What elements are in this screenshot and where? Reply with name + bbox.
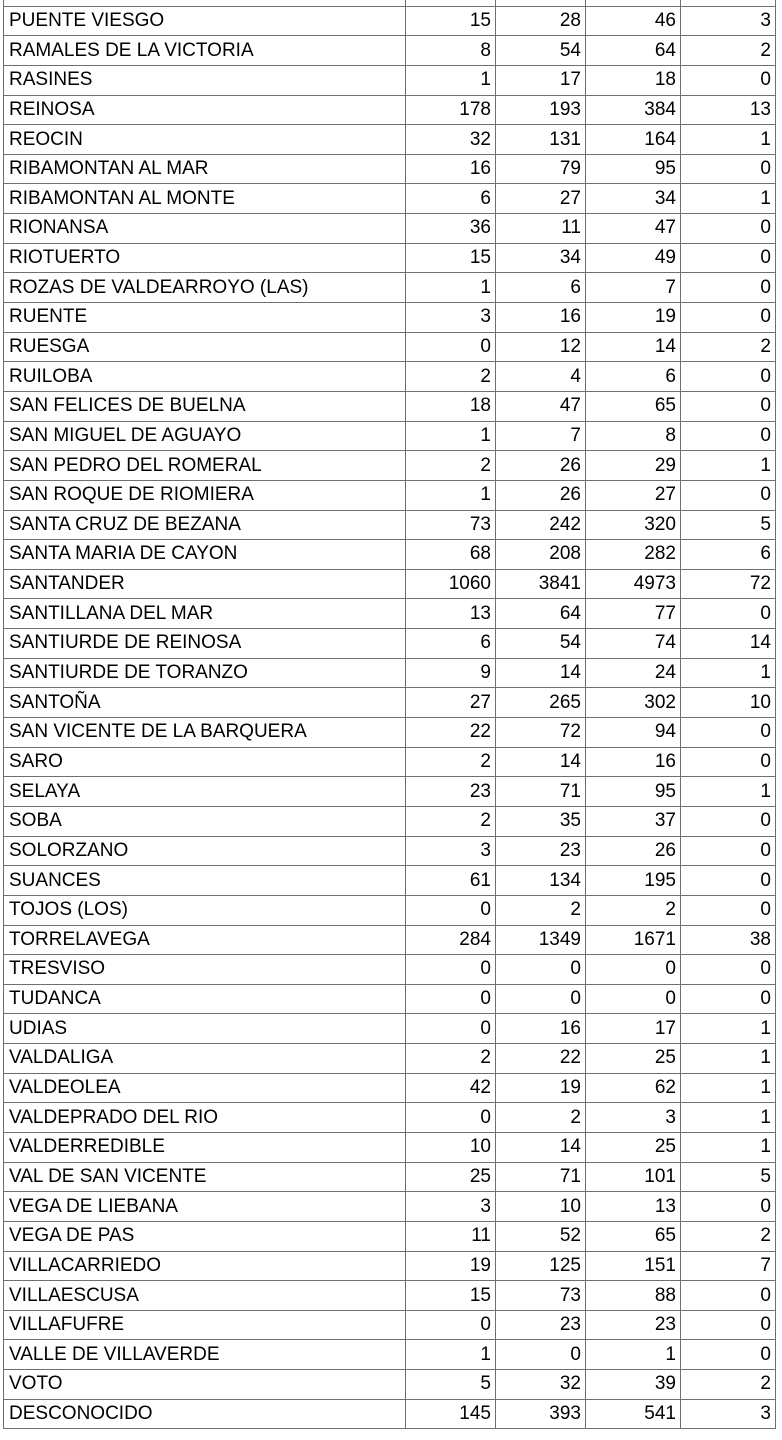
value-cell-col-1[interactable]: 2 <box>406 451 496 481</box>
value-cell-col-2[interactable]: 23 <box>496 1310 586 1340</box>
table-row <box>4 1014 776 1044</box>
table-row <box>4 1073 776 1103</box>
value-cell-col-1[interactable]: 1 <box>406 1340 496 1370</box>
value-cell-col-4[interactable]: 3 <box>681 1399 776 1429</box>
municipality-name-cell[interactable]: DESCONOCIDO <box>4 1399 406 1429</box>
value-cell-col-1[interactable]: 2 <box>406 806 496 836</box>
table-row <box>4 866 776 896</box>
value-cell-col-2[interactable]: 22 <box>496 1044 586 1074</box>
table-row <box>4 125 776 155</box>
value-cell-col-3[interactable]: 1671 <box>586 925 681 955</box>
value-cell-col-3[interactable]: 195 <box>586 866 681 896</box>
value-cell-col-1[interactable]: 23 <box>406 777 496 807</box>
value-cell-col-3[interactable]: 88 <box>586 1281 681 1311</box>
value-cell-col-4[interactable]: 1 <box>681 1132 776 1162</box>
value-cell-col-1[interactable]: 16 <box>406 154 496 184</box>
value-cell-col-1[interactable]: 25 <box>406 1162 496 1192</box>
value-cell-col-1[interactable]: 8 <box>406 36 496 66</box>
value-cell-col-1[interactable]: 3 <box>406 1192 496 1222</box>
value-cell-col-1[interactable]: 6 <box>406 184 496 214</box>
value-cell-col-4[interactable]: 0 <box>681 243 776 273</box>
value-cell-col-4[interactable]: 2 <box>681 332 776 362</box>
table-row <box>4 718 776 748</box>
value-cell-col-4[interactable]: 2 <box>681 1221 776 1251</box>
value-cell-col-2[interactable]: 193 <box>496 95 586 125</box>
value-cell-col-2[interactable]: 0 <box>496 984 586 1014</box>
value-cell-col-4[interactable]: 1 <box>681 125 776 155</box>
value-cell-col-3[interactable]: 25 <box>586 1132 681 1162</box>
value-cell-col-2[interactable]: 11 <box>496 214 586 244</box>
value-cell-col-2[interactable]: 64 <box>496 599 586 629</box>
value-cell-col-3[interactable]: 8 <box>586 421 681 451</box>
table-row <box>4 1132 776 1162</box>
value-cell-col-2[interactable]: 3841 <box>496 569 586 599</box>
table-row <box>4 629 776 659</box>
value-cell-col-1[interactable]: 15 <box>406 1281 496 1311</box>
value-cell-col-1[interactable]: 10 <box>406 1132 496 1162</box>
table-body <box>4 0 776 1429</box>
table-row <box>4 184 776 214</box>
value-cell-col-3[interactable]: 77 <box>586 599 681 629</box>
table-row <box>4 925 776 955</box>
table-row <box>4 1370 776 1400</box>
value-cell-col-4[interactable]: 2 <box>681 1370 776 1400</box>
table-row <box>4 332 776 362</box>
value-cell-col-4[interactable]: 10 <box>681 688 776 718</box>
municipality-name-cell[interactable]: REINOSA <box>4 95 406 125</box>
municipality-table <box>3 0 776 1429</box>
value-cell-col-4[interactable]: 1 <box>681 184 776 214</box>
value-cell-col-2[interactable]: 27 <box>496 184 586 214</box>
table-row <box>4 688 776 718</box>
value-cell-col-3[interactable]: 95 <box>586 154 681 184</box>
value-cell-col-2[interactable]: 73 <box>496 1281 586 1311</box>
table-row <box>4 1340 776 1370</box>
municipality-name-cell[interactable]: VALDEPRADO DEL RIO <box>4 1103 406 1133</box>
value-cell-col-2[interactable]: 47 <box>496 391 586 421</box>
value-cell-col-4[interactable]: 6 <box>681 540 776 570</box>
municipality-name-cell[interactable]: VILLAFUFRE <box>4 1310 406 1340</box>
value-cell-col-3[interactable]: 1 <box>586 1340 681 1370</box>
value-cell-col-1[interactable]: 73 <box>406 510 496 540</box>
value-cell-col-1[interactable]: 0 <box>406 332 496 362</box>
table-row <box>4 836 776 866</box>
value-cell-col-2[interactable]: 10 <box>496 1192 586 1222</box>
value-cell-col-1[interactable]: 2 <box>406 1044 496 1074</box>
municipality-name-cell[interactable]: RIBAMONTAN AL MONTE <box>4 184 406 214</box>
municipality-name-cell[interactable]: TUDANCA <box>4 984 406 1014</box>
table-row <box>4 1251 776 1281</box>
value-cell-col-1[interactable]: 1060 <box>406 569 496 599</box>
value-cell-col-1[interactable]: 0 <box>406 1310 496 1340</box>
table-row <box>4 540 776 570</box>
table-row <box>4 154 776 184</box>
value-cell-col-1[interactable]: 178 <box>406 95 496 125</box>
value-cell-col-3[interactable]: 25 <box>586 1044 681 1074</box>
value-cell-col-1[interactable]: 42 <box>406 1073 496 1103</box>
value-cell-col-4[interactable]: 0 <box>681 273 776 303</box>
value-cell-col-2[interactable]: 72 <box>496 718 586 748</box>
value-cell-col-3[interactable]: 384 <box>586 95 681 125</box>
value-cell-col-4[interactable]: 0 <box>681 391 776 421</box>
value-cell-col-4[interactable]: 14 <box>681 629 776 659</box>
municipality-name-cell[interactable]: SAN FELICES DE BUELNA <box>4 391 406 421</box>
value-cell-col-2[interactable]: 17 <box>496 65 586 95</box>
value-cell-col-2[interactable]: 134 <box>496 866 586 896</box>
value-cell-col-2[interactable]: 16 <box>496 303 586 333</box>
table-row <box>4 1310 776 1340</box>
value-cell-col-3[interactable]: 46 <box>586 6 681 36</box>
value-cell-col-1[interactable]: 1 <box>406 273 496 303</box>
table-row <box>4 65 776 95</box>
value-cell-col-3[interactable]: 320 <box>586 510 681 540</box>
value-cell-col-3[interactable]: 62 <box>586 1073 681 1103</box>
value-cell-col-4[interactable]: 0 <box>681 214 776 244</box>
table-row <box>4 1399 776 1429</box>
value-cell-col-2[interactable]: 52 <box>496 1221 586 1251</box>
value-cell-col-3[interactable]: 64 <box>586 36 681 66</box>
value-cell-col-4[interactable]: 1 <box>681 658 776 688</box>
value-cell-col-2[interactable]: 4 <box>496 362 586 392</box>
value-cell-col-4[interactable]: 0 <box>681 718 776 748</box>
value-cell-col-4[interactable]: 1 <box>681 1073 776 1103</box>
municipality-name-cell[interactable]: SUANCES <box>4 866 406 896</box>
municipality-name-cell[interactable]: TRESVISO <box>4 955 406 985</box>
value-cell-col-3[interactable]: 151 <box>586 1251 681 1281</box>
value-cell-col-4[interactable]: 0 <box>681 1340 776 1370</box>
value-cell-col-3[interactable]: 94 <box>586 718 681 748</box>
value-cell-col-3[interactable]: 23 <box>586 1310 681 1340</box>
municipality-name-cell[interactable]: SANTIURDE DE REINOSA <box>4 629 406 659</box>
value-cell-col-4[interactable]: 0 <box>681 480 776 510</box>
table-row <box>4 1103 776 1133</box>
table-row <box>4 599 776 629</box>
value-cell-col-4[interactable]: 13 <box>681 95 776 125</box>
value-cell-col-2[interactable]: 34 <box>496 243 586 273</box>
value-cell-col-4[interactable]: 0 <box>681 421 776 451</box>
value-cell-col-4[interactable]: 0 <box>681 866 776 896</box>
value-cell-col-1[interactable]: 0 <box>406 1014 496 1044</box>
value-cell-col-2[interactable]: 12 <box>496 332 586 362</box>
municipality-name-cell[interactable]: RUESGA <box>4 332 406 362</box>
table-row <box>4 1192 776 1222</box>
value-cell-col-1[interactable]: 3 <box>406 836 496 866</box>
municipality-name-cell[interactable]: SANTILLANA DEL MAR <box>4 599 406 629</box>
municipality-name-cell[interactable]: VALDEOLEA <box>4 1073 406 1103</box>
value-cell-col-2[interactable]: 32 <box>496 1370 586 1400</box>
value-cell-col-2[interactable]: 54 <box>496 36 586 66</box>
value-cell-col-2[interactable]: 0 <box>496 1340 586 1370</box>
value-cell-col-3[interactable]: 29 <box>586 451 681 481</box>
value-cell-col-2[interactable]: 14 <box>496 658 586 688</box>
value-cell-col-4[interactable]: 1 <box>681 1014 776 1044</box>
value-cell-col-3[interactable]: 4973 <box>586 569 681 599</box>
value-cell-col-1[interactable]: 11 <box>406 1221 496 1251</box>
value-cell-col-2[interactable]: 19 <box>496 1073 586 1103</box>
value-cell-col-3[interactable]: 26 <box>586 836 681 866</box>
value-cell-col-2[interactable]: 2 <box>496 895 586 925</box>
value-cell-col-3[interactable]: 74 <box>586 629 681 659</box>
table-row <box>4 777 776 807</box>
table-row <box>4 6 776 36</box>
value-cell-col-4[interactable]: 1 <box>681 1103 776 1133</box>
table-row <box>4 806 776 836</box>
value-cell-col-1[interactable]: 2 <box>406 362 496 392</box>
value-cell-col-3[interactable]: 37 <box>586 806 681 836</box>
value-cell-col-1[interactable]: 15 <box>406 243 496 273</box>
value-cell-col-4[interactable]: 0 <box>681 984 776 1014</box>
value-cell-col-2[interactable]: 208 <box>496 540 586 570</box>
value-cell-col-3[interactable]: 49 <box>586 243 681 273</box>
municipality-name-cell[interactable]: VAL DE SAN VICENTE <box>4 1162 406 1192</box>
table-row <box>4 362 776 392</box>
municipality-name-cell[interactable]: VEGA DE LIEBANA <box>4 1192 406 1222</box>
value-cell-col-3[interactable]: 541 <box>586 1399 681 1429</box>
municipality-name-cell[interactable]: SANTOÑA <box>4 688 406 718</box>
table-row <box>4 421 776 451</box>
table-row <box>4 1281 776 1311</box>
value-cell-col-1[interactable]: 15 <box>406 6 496 36</box>
municipality-name-cell[interactable]: SARO <box>4 747 406 777</box>
value-cell-col-2[interactable]: 79 <box>496 154 586 184</box>
value-cell-col-3[interactable]: 3 <box>586 1103 681 1133</box>
value-cell-col-4[interactable]: 0 <box>681 1281 776 1311</box>
municipality-name-cell[interactable]: VILLACARRIEDO <box>4 1251 406 1281</box>
value-cell-col-1[interactable]: 18 <box>406 391 496 421</box>
value-cell-col-2[interactable]: 71 <box>496 777 586 807</box>
value-cell-col-2[interactable]: 35 <box>496 806 586 836</box>
table-row <box>4 36 776 66</box>
municipality-name-cell[interactable]: VOTO <box>4 1370 406 1400</box>
value-cell-col-4[interactable]: 1 <box>681 777 776 807</box>
table-row <box>4 658 776 688</box>
value-cell-col-3[interactable]: 16 <box>586 747 681 777</box>
value-cell-col-3[interactable]: 2 <box>586 895 681 925</box>
municipality-name-cell[interactable]: RAMALES DE LA VICTORIA <box>4 36 406 66</box>
value-cell-col-1[interactable]: 0 <box>406 955 496 985</box>
value-cell-col-1[interactable]: 1 <box>406 65 496 95</box>
value-cell-col-3[interactable]: 0 <box>586 955 681 985</box>
municipality-name-cell[interactable]: VALDALIGA <box>4 1044 406 1074</box>
value-cell-col-4[interactable]: 0 <box>681 1192 776 1222</box>
value-cell-col-4[interactable]: 2 <box>681 36 776 66</box>
table-row <box>4 480 776 510</box>
value-cell-col-2[interactable]: 393 <box>496 1399 586 1429</box>
value-cell-col-4[interactable]: 0 <box>681 747 776 777</box>
municipality-name-cell[interactable]: VILLAESCUSA <box>4 1281 406 1311</box>
value-cell-col-2[interactable]: 1349 <box>496 925 586 955</box>
table-row <box>4 1221 776 1251</box>
value-cell-col-4[interactable]: 3 <box>681 6 776 36</box>
value-cell-col-2[interactable]: 131 <box>496 125 586 155</box>
value-cell-col-4[interactable]: 0 <box>681 806 776 836</box>
value-cell-col-2[interactable]: 26 <box>496 451 586 481</box>
municipality-name-cell[interactable]: SOBA <box>4 806 406 836</box>
value-cell-col-2[interactable]: 28 <box>496 6 586 36</box>
municipality-name-cell[interactable]: VALDERREDIBLE <box>4 1132 406 1162</box>
value-cell-col-1[interactable]: 0 <box>406 895 496 925</box>
table-row <box>4 895 776 925</box>
municipality-name-cell[interactable]: REOCIN <box>4 125 406 155</box>
value-cell-col-1[interactable]: 9 <box>406 658 496 688</box>
municipality-name-cell[interactable]: SELAYA <box>4 777 406 807</box>
table-row <box>4 303 776 333</box>
value-cell-col-3[interactable]: 13 <box>586 1192 681 1222</box>
value-cell-col-2[interactable]: 71 <box>496 1162 586 1192</box>
value-cell-col-4[interactable]: 0 <box>681 303 776 333</box>
value-cell-col-2[interactable]: 23 <box>496 836 586 866</box>
table-row <box>4 214 776 244</box>
value-cell-col-3[interactable]: 302 <box>586 688 681 718</box>
table-row <box>4 747 776 777</box>
value-cell-col-4[interactable]: 0 <box>681 955 776 985</box>
value-cell-col-1[interactable]: 0 <box>406 1103 496 1133</box>
value-cell-col-1[interactable]: 5 <box>406 1370 496 1400</box>
value-cell-col-3[interactable]: 19 <box>586 303 681 333</box>
municipality-name-cell[interactable]: VEGA DE PAS <box>4 1221 406 1251</box>
value-cell-col-3[interactable]: 18 <box>586 65 681 95</box>
value-cell-col-4[interactable]: 0 <box>681 599 776 629</box>
value-cell-col-1[interactable]: 1 <box>406 480 496 510</box>
municipality-name-cell[interactable]: VALLE DE VILLAVERDE <box>4 1340 406 1370</box>
value-cell-col-3[interactable]: 24 <box>586 658 681 688</box>
value-cell-col-3[interactable]: 27 <box>586 480 681 510</box>
value-cell-col-4[interactable]: 7 <box>681 1251 776 1281</box>
table-row <box>4 510 776 540</box>
municipality-name-cell[interactable]: SANTA MARIA DE CAYON <box>4 540 406 570</box>
value-cell-col-3[interactable]: 95 <box>586 777 681 807</box>
value-cell-col-3[interactable]: 6 <box>586 362 681 392</box>
table-row <box>4 569 776 599</box>
municipality-name-cell[interactable]: RIBAMONTAN AL MAR <box>4 154 406 184</box>
value-cell-col-2[interactable]: 7 <box>496 421 586 451</box>
value-cell-col-3[interactable]: 17 <box>586 1014 681 1044</box>
value-cell-col-2[interactable]: 54 <box>496 629 586 659</box>
value-cell-col-2[interactable]: 265 <box>496 688 586 718</box>
municipality-name-cell[interactable]: ROZAS DE VALDEARROYO (LAS) <box>4 273 406 303</box>
value-cell-col-4[interactable]: 0 <box>681 154 776 184</box>
value-cell-col-4[interactable]: 5 <box>681 1162 776 1192</box>
value-cell-col-2[interactable]: 16 <box>496 1014 586 1044</box>
table-row <box>4 95 776 125</box>
table-row <box>4 1044 776 1074</box>
municipality-name-cell[interactable]: RIOTUERTO <box>4 243 406 273</box>
value-cell-col-1[interactable]: 27 <box>406 688 496 718</box>
value-cell-col-4[interactable]: 38 <box>681 925 776 955</box>
municipality-name-cell[interactable]: TOJOS (LOS) <box>4 895 406 925</box>
table-row <box>4 955 776 985</box>
value-cell-col-1[interactable]: 1 <box>406 421 496 451</box>
value-cell-col-1[interactable]: 32 <box>406 125 496 155</box>
municipality-name-cell[interactable]: RASINES <box>4 65 406 95</box>
value-cell-col-4[interactable]: 0 <box>681 895 776 925</box>
value-cell-col-3[interactable]: 164 <box>586 125 681 155</box>
value-cell-col-4[interactable]: 72 <box>681 569 776 599</box>
value-cell-col-1[interactable]: 61 <box>406 866 496 896</box>
municipality-name-cell[interactable]: SANTA CRUZ DE BEZANA <box>4 510 406 540</box>
municipality-name-cell[interactable]: TORRELAVEGA <box>4 925 406 955</box>
value-cell-col-2[interactable]: 2 <box>496 1103 586 1133</box>
value-cell-col-1[interactable]: 22 <box>406 718 496 748</box>
value-cell-col-2[interactable]: 6 <box>496 273 586 303</box>
value-cell-col-1[interactable]: 3 <box>406 303 496 333</box>
spreadsheet-view <box>3 0 775 1429</box>
table-row <box>4 1162 776 1192</box>
value-cell-col-4[interactable]: 0 <box>681 65 776 95</box>
value-cell-col-3[interactable]: 65 <box>586 391 681 421</box>
value-cell-col-1[interactable]: 284 <box>406 925 496 955</box>
value-cell-col-3[interactable]: 0 <box>586 984 681 1014</box>
value-cell-col-1[interactable]: 68 <box>406 540 496 570</box>
value-cell-col-3[interactable]: 7 <box>586 273 681 303</box>
municipality-name-cell[interactable]: SAN MIGUEL DE AGUAYO <box>4 421 406 451</box>
municipality-name-cell[interactable]: UDIAS <box>4 1014 406 1044</box>
value-cell-col-3[interactable]: 101 <box>586 1162 681 1192</box>
value-cell-col-3[interactable]: 39 <box>586 1370 681 1400</box>
municipality-name-cell[interactable]: RUILOBA <box>4 362 406 392</box>
value-cell-col-2[interactable]: 242 <box>496 510 586 540</box>
value-cell-col-2[interactable]: 14 <box>496 747 586 777</box>
municipality-name-cell[interactable]: RIONANSA <box>4 214 406 244</box>
value-cell-col-1[interactable]: 145 <box>406 1399 496 1429</box>
value-cell-col-4[interactable]: 0 <box>681 836 776 866</box>
value-cell-col-2[interactable]: 26 <box>496 480 586 510</box>
value-cell-col-2[interactable]: 125 <box>496 1251 586 1281</box>
value-cell-col-4[interactable]: 1 <box>681 1044 776 1074</box>
table-row <box>4 451 776 481</box>
value-cell-col-1[interactable]: 2 <box>406 747 496 777</box>
municipality-name-cell[interactable]: SAN PEDRO DEL ROMERAL <box>4 451 406 481</box>
table-row <box>4 984 776 1014</box>
value-cell-col-1[interactable]: 6 <box>406 629 496 659</box>
value-cell-col-3[interactable]: 34 <box>586 184 681 214</box>
municipality-name-cell[interactable]: SOLORZANO <box>4 836 406 866</box>
value-cell-col-1[interactable]: 0 <box>406 984 496 1014</box>
value-cell-col-3[interactable]: 65 <box>586 1221 681 1251</box>
value-cell-col-3[interactable]: 47 <box>586 214 681 244</box>
table-row <box>4 273 776 303</box>
value-cell-col-4[interactable]: 0 <box>681 1310 776 1340</box>
value-cell-col-4[interactable]: 1 <box>681 451 776 481</box>
value-cell-col-3[interactable]: 14 <box>586 332 681 362</box>
value-cell-col-4[interactable]: 0 <box>681 362 776 392</box>
value-cell-col-4[interactable]: 5 <box>681 510 776 540</box>
municipality-name-cell[interactable]: RUENTE <box>4 303 406 333</box>
municipality-name-cell[interactable]: SANTANDER <box>4 569 406 599</box>
value-cell-col-1[interactable]: 13 <box>406 599 496 629</box>
table-row <box>4 243 776 273</box>
value-cell-col-2[interactable]: 14 <box>496 1132 586 1162</box>
municipality-name-cell[interactable]: PUENTE VIESGO <box>4 6 406 36</box>
value-cell-col-2[interactable]: 0 <box>496 955 586 985</box>
municipality-name-cell[interactable]: SANTIURDE DE TORANZO <box>4 658 406 688</box>
value-cell-col-3[interactable]: 282 <box>586 540 681 570</box>
municipality-name-cell[interactable]: SAN ROQUE DE RIOMIERA <box>4 480 406 510</box>
municipality-name-cell[interactable]: SAN VICENTE DE LA BARQUERA <box>4 718 406 748</box>
value-cell-col-1[interactable]: 19 <box>406 1251 496 1281</box>
value-cell-col-1[interactable]: 36 <box>406 214 496 244</box>
table-row <box>4 391 776 421</box>
